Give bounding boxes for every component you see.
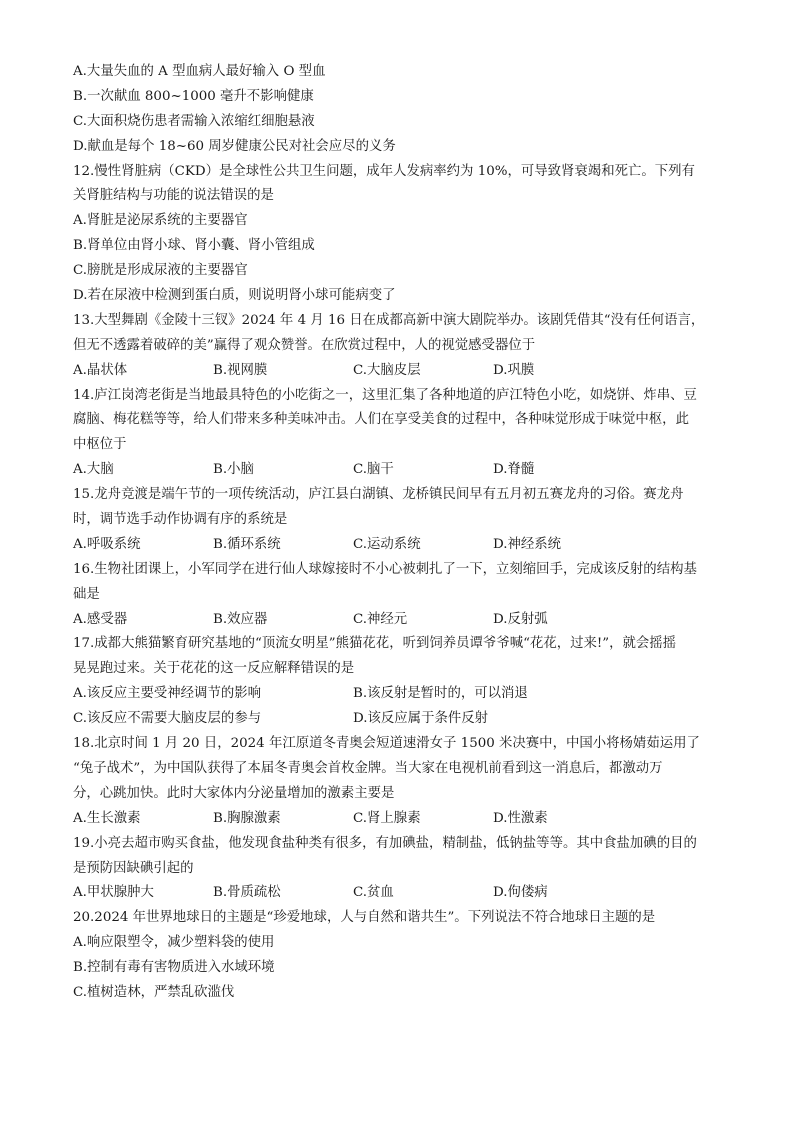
question-14 bbox=[73, 384, 723, 484]
option-a: A.大脑 bbox=[73, 462, 114, 478]
option-b: B.视网膜 bbox=[213, 362, 268, 378]
question-stem: 关肾脏结构与功能的说法错误的是 bbox=[73, 188, 274, 204]
option-c: C.该反应不需要大脑皮层的参与 bbox=[73, 711, 262, 727]
question-20 bbox=[73, 906, 723, 1006]
exam-page bbox=[73, 60, 723, 1006]
option-d: D.反射弧 bbox=[493, 611, 548, 627]
option-c: C.肾上腺素 bbox=[353, 810, 421, 826]
options-row bbox=[73, 881, 723, 906]
question-19 bbox=[73, 832, 723, 907]
option-c: C.神经元 bbox=[353, 611, 408, 627]
option-a: A.响应限塑令，减少塑料袋的使用 bbox=[73, 935, 275, 951]
question-stem: 分，心跳加快。此时大家体内分泌量增加的激素主要是 bbox=[73, 785, 395, 801]
option-d: D.献血是每个 18~60 周岁健康公民对社会应尽的义务 bbox=[73, 138, 396, 154]
question-13 bbox=[73, 309, 723, 384]
option-b: B.该反射是暂时的，可以消退 bbox=[353, 686, 528, 702]
option-b: B.小脑 bbox=[213, 462, 254, 478]
option-c: C.运动系统 bbox=[353, 536, 421, 552]
question-stem: 18.北京时间 1 月 20 日，2024 年江原道冬青奥会短道速滑女子 1500 米决赛中，中国小将杨婧茹运用了 bbox=[73, 736, 700, 752]
option-c: C.贫血 bbox=[353, 885, 394, 901]
question-stem: 是预防因缺碘引起的 bbox=[73, 860, 194, 876]
options-row bbox=[73, 359, 723, 384]
option-d: D.巩膜 bbox=[493, 362, 535, 378]
question-stem: 腐脑、梅花糕等等，给人们带来多种美味冲击。人们在享受美食的过程中，各种味觉形成于味觉中枢，此 bbox=[73, 412, 689, 428]
option-d: D.性激素 bbox=[493, 810, 548, 826]
option-a: A.感受器 bbox=[73, 611, 128, 627]
question-stem: 14.庐江岗湾老街是当地最具特色的小吃街之一，这里汇集了各种地道的庐江特色小吃，如烧饼、炸串、豆 bbox=[73, 387, 697, 403]
question-stem: “兔子战术”，为中国队获得了本届冬青奥会首枚金牌。当大家在电视机前看到这一消息后，都激动万 bbox=[73, 760, 663, 776]
question-stem: 时，调节选手动作协调有序的系统是 bbox=[73, 512, 288, 528]
option-a: A.肾脏是泌尿系统的主要器官 bbox=[73, 213, 248, 229]
option-d: D.神经系统 bbox=[493, 536, 562, 552]
question-stem: 础是 bbox=[73, 586, 100, 602]
option-a: A.生长激素 bbox=[73, 810, 141, 826]
option-d: D.佝偻病 bbox=[493, 885, 548, 901]
question-stem: 19.小亮去超市购买食盐，他发现食盐种类有很多，有加碘盐，精制盐，低钠盐等等。其中食盐加碘的目的 bbox=[73, 835, 697, 851]
option-c: C.膀胱是形成尿液的主要器官 bbox=[73, 263, 248, 279]
option-b: B.循环系统 bbox=[213, 536, 281, 552]
question-15 bbox=[73, 483, 723, 558]
option-c: C.大脑皮层 bbox=[353, 362, 421, 378]
question-stem: 13.大型舞剧《金陵十三钗》2024 年 4 月 16 日在成都高新中演大剧院举办。该剧凭借其“没有任何语言， bbox=[73, 312, 705, 328]
options-row bbox=[73, 533, 723, 558]
options-row bbox=[73, 608, 723, 633]
option-c: C.大面积烧伤患者需输入浓缩红细胞悬液 bbox=[73, 113, 315, 129]
option-d: D.脊髓 bbox=[493, 462, 535, 478]
option-a: A.晶状体 bbox=[73, 362, 128, 378]
question-stem: 12.慢性肾脏病（CKD）是全球性公共卫生问题，成年人发病率约为 10%，可导致肾衰竭和死亡。下列有 bbox=[73, 163, 695, 179]
option-c: C.脑干 bbox=[353, 462, 394, 478]
option-b: B.效应器 bbox=[213, 611, 268, 627]
option-b: B.骨质疏松 bbox=[213, 885, 281, 901]
options-row bbox=[73, 458, 723, 483]
option-a: A.该反应主要受神经调节的影响 bbox=[73, 686, 262, 702]
question-12 bbox=[73, 160, 723, 309]
question-18 bbox=[73, 732, 723, 832]
question-stem: 17.成都大熊猫繁育研究基地的“顶流女明星”熊猫花花，听到饲养员谭爷爷喊“花花，过来!”，就会摇摇 bbox=[73, 636, 677, 652]
option-a: A.甲状腺肿大 bbox=[73, 885, 154, 901]
question-stem: 16.生物社团课上，小军同学在进行仙人球嫁接时不小心被刺扎了一下，立刻缩回手，完成该反射的结构基 bbox=[73, 561, 697, 577]
question-stem: 20.2024 年世界地球日的主题是“珍爱地球，人与自然和谐共生”。下列说法不符合地球日主题的是 bbox=[73, 910, 656, 926]
question-stem: 中枢位于 bbox=[73, 437, 127, 453]
option-b: B.控制有毒有害物质进入水域环境 bbox=[73, 960, 275, 976]
options-row bbox=[73, 707, 723, 732]
option-a: A.大量失血的 A 型血病人最好输入 O 型血 bbox=[73, 64, 326, 79]
option-c: C.植树造林，严禁乱砍滥伐 bbox=[73, 984, 235, 1000]
options-row bbox=[73, 682, 723, 707]
question-stem: 但无不透露着破碎的美”赢得了观众赞誉。在欣赏过程中，人的视觉感受器位于 bbox=[73, 337, 536, 353]
question-16 bbox=[73, 558, 723, 633]
question-stem: 晃晃跑过来。关于花花的这一反应解释错误的是 bbox=[73, 661, 355, 677]
option-a: A.呼吸系统 bbox=[73, 536, 141, 552]
option-b: B.一次献血 800~1000 毫升不影响健康 bbox=[73, 88, 314, 104]
question-11 bbox=[73, 60, 723, 160]
question-stem: 15.龙舟竞渡是端午节的一项传统活动，庐江县白湖镇、龙桥镇民间早有五月初五赛龙舟的习俗。赛龙舟 bbox=[73, 487, 684, 503]
option-b: B.胸腺激素 bbox=[213, 810, 281, 826]
option-b: B.肾单位由肾小球、肾小囊、肾小管组成 bbox=[73, 238, 315, 254]
question-17 bbox=[73, 632, 723, 732]
option-d: D.该反应属于条件反射 bbox=[353, 711, 489, 727]
options-row bbox=[73, 807, 723, 832]
option-d: D.若在尿液中检测到蛋白质，则说明肾小球可能病变了 bbox=[73, 288, 396, 304]
